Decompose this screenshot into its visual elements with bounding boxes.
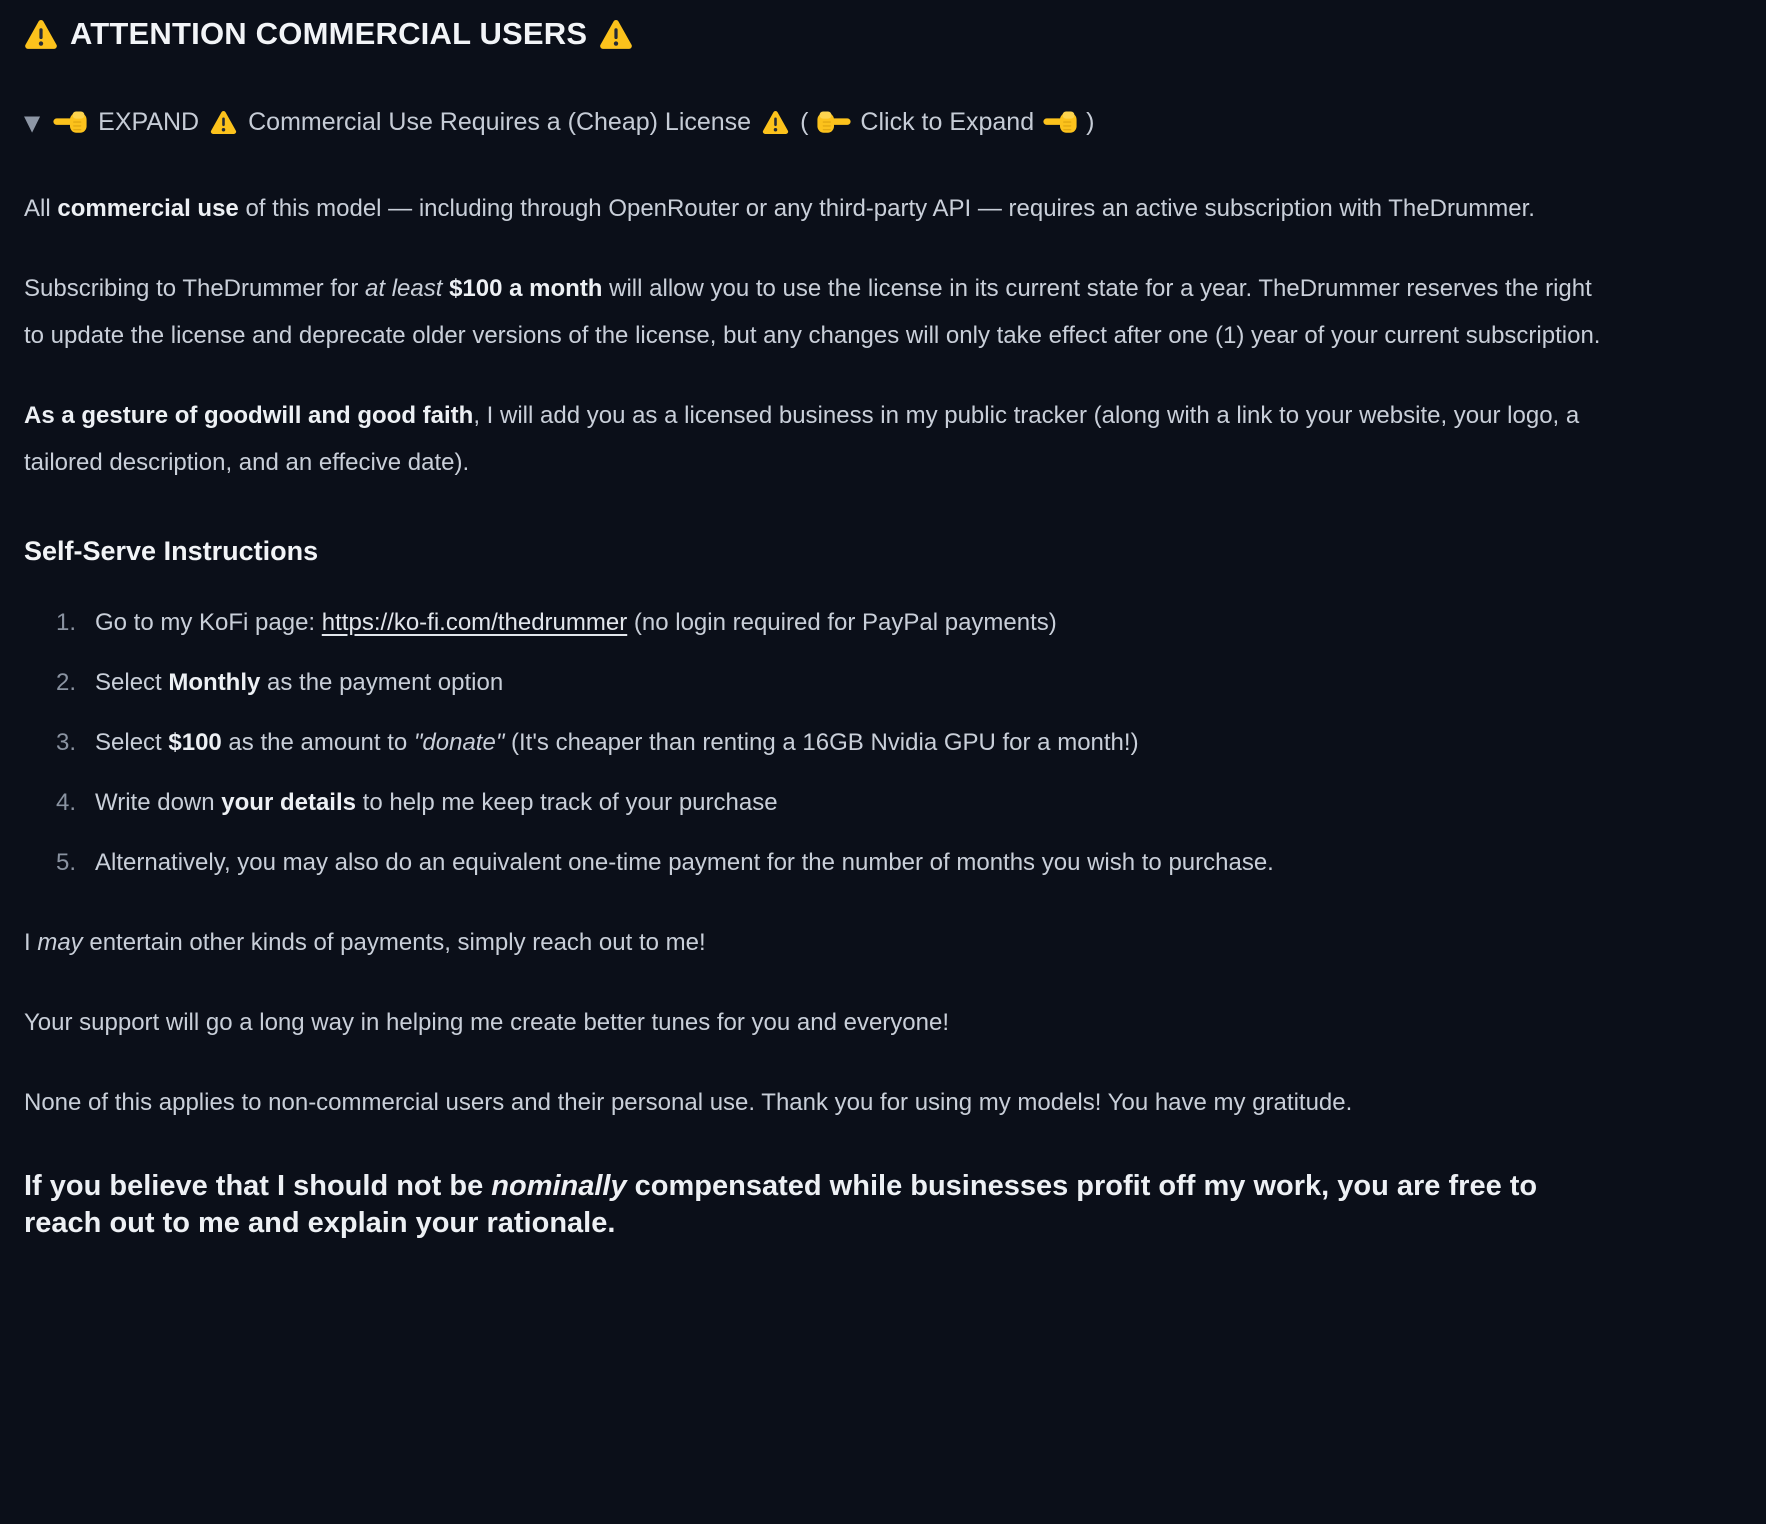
list-item: 3. Select $100 as the amount to "donate" (It's cheaper than renting a 16GB Nvidia GPU for a month!) — [42, 719, 1604, 766]
closing-statement: If you believe that I should not be nominally compensated while businesses profit off my work, you are free to reach out to me and explain your rationale. — [24, 1170, 1538, 1239]
expand-license-summary[interactable] — [24, 108, 1094, 137]
goodwill-bold: As a gesture of goodwill and good faith — [24, 402, 474, 429]
paragraph-commercial-use: All commercial use of this model — including through OpenRouter or any third-party API — requires an active subscription with TheDrummer. — [24, 195, 1535, 222]
paragraph-non-commercial: None of this applies to non-commercial users and their personal use. Thank you for using my models! You have my gratitude. — [24, 1089, 1353, 1116]
donate-italic: "donate" — [413, 729, 505, 756]
list-number: 1. — [55, 609, 76, 636]
point-left-icon — [53, 110, 87, 135]
warning-icon — [599, 19, 633, 50]
expand-title: Commercial Use Requires a (Cheap) License — [248, 108, 752, 136]
paren-open: ( — [800, 108, 809, 136]
nominally-italic: nominally — [491, 1170, 627, 1202]
monthly-bold: Monthly — [168, 669, 261, 696]
list-number: 4. — [55, 789, 76, 816]
list-item: 1. Go to my KoFi page: https://ko-fi.com/thedrummer (no login required for PayPal payments) — [42, 599, 1604, 646]
at-least-italic: at least — [365, 275, 443, 302]
triangle-down-icon: ▼ — [24, 110, 41, 135]
expand-label: EXPAND — [98, 108, 200, 136]
attention-heading — [24, 16, 1604, 52]
warning-icon — [762, 110, 789, 135]
instructions-list — [24, 599, 1604, 886]
paren-close: ) — [1086, 108, 1095, 136]
your-details-bold: your details — [221, 789, 356, 816]
warning-icon — [210, 110, 237, 135]
click-to-expand-group — [800, 108, 1094, 137]
warning-icon — [24, 19, 58, 50]
list-number: 5. — [55, 849, 76, 876]
paragraph-support-thanks: Your support will go a long way in helping me create better tunes for you and everyone! — [24, 1009, 950, 1036]
list-item: 2. Select Monthly as the payment option — [42, 659, 1604, 706]
paragraph-subscription-terms: Subscribing to TheDrummer for at least $100 a month will allow you to use the license in its current state for a year. TheDrummer reserves the right to update the license and deprecate older versions of the license, but any changes will only take effect after one (1) year of your current subscription. — [24, 275, 1601, 349]
list-number: 2. — [55, 669, 76, 696]
kofi-link[interactable]: https://ko-fi.com/thedrummer — [321, 609, 628, 636]
commercial-use-bold: commercial use — [57, 195, 239, 222]
click-to-expand-text: Click to Expand — [860, 108, 1035, 136]
self-serve-instructions-heading: Self-Serve Instructions — [24, 536, 319, 566]
list-item: 5. Alternatively, you may also do an equivalent one-time payment for the number of months you wish to purchase. — [42, 839, 1604, 886]
may-italic: may — [37, 929, 83, 956]
list-number: 3. — [55, 729, 76, 756]
amount-bold: $100 — [168, 729, 222, 756]
point-right-icon — [817, 110, 851, 135]
attention-heading-text: ATTENTION COMMERCIAL USERS — [70, 16, 588, 51]
point-left-icon — [1043, 110, 1077, 135]
list-item: 4. Write down your details to help me keep track of your purchase — [42, 779, 1604, 826]
price-bold: $100 a month — [449, 275, 603, 302]
license-notice-document — [24, 16, 1604, 1242]
paragraph-goodwill: As a gesture of goodwill and good faith, I will add you as a licensed business in my public tracker (along with a link to your website, your logo, a tailored description, and an effecive date). — [24, 402, 1580, 476]
paragraph-other-payments: I may entertain other kinds of payments, simply reach out to me! — [24, 929, 706, 956]
